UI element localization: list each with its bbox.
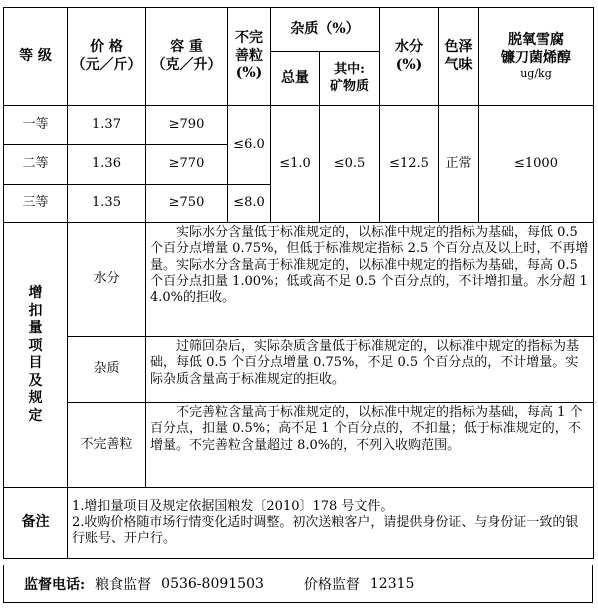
grade-3-price: 1.35: [68, 185, 146, 223]
header-price-unit: （元／斤）: [71, 56, 142, 73]
grade-2-weight: ≥770: [146, 145, 228, 185]
notes-body: [68, 488, 594, 559]
rule-imperfect-name: 不完善粒: [68, 403, 146, 488]
header-weight: [146, 8, 228, 106]
header-don-l2: 镰刀菌烯醇: [501, 49, 571, 66]
grade-1-name: 一等: [4, 106, 68, 145]
rule-imperfect-text: 不完善粒含量高于标准规定的，以标准中规定的指标为基础，每高 1 个百分点，扣量 0.5%；高不足 1 个百分点的，不扣量；低于标准规定的，不增量。不完善粒含量超过 8.0%的，不列入收购范围。: [146, 403, 594, 488]
header-grade: 等 级: [4, 8, 68, 106]
adj-char-7: 规: [28, 390, 43, 406]
footer-grain-label: 粮食监督: [95, 576, 152, 593]
header-impurity: 杂质（%）: [271, 8, 380, 52]
notes-line-1: 1.增扣量项目及规定依据国粮发〔2010〕178 号文件。: [72, 498, 394, 514]
adj-char-2: 扣: [28, 302, 43, 319]
rule-moisture-text: 实际水分含量低于标准规定的，以标准中规定的指标为基础，每低 0.5 个百分点增量 0.75%，但低于标准规定指标 2.5 个百分点及以上时，不再增量。实际水分含量高于标准规定的，以标准中规定的指标为基础，每高 0.5 个百分点扣量 1.00%；低或高不足 0.5 个百分点的，不计增扣量。水分超 14.0%的拒收。: [146, 223, 594, 337]
impurity-mineral-value: ≤0.5: [320, 106, 380, 223]
grading-table: [3, 7, 594, 559]
footer-price-phone: 12315: [369, 575, 415, 592]
adj-char-3: 量: [28, 320, 43, 336]
header-don: [479, 8, 594, 106]
header-don-l1: 脱氧雪腐: [508, 32, 564, 49]
adj-char-1: 增: [28, 285, 43, 301]
header-impurity-total: 总量: [271, 52, 320, 106]
grade-1-price: 1.37: [68, 106, 146, 145]
grade-3-name: 三等: [4, 185, 68, 223]
grade-2-price: 1.36: [68, 145, 146, 185]
imperfect-top-value: ≤6.0: [228, 106, 271, 185]
adjustments-section-label: [4, 223, 68, 488]
adj-char-6: 及: [28, 372, 43, 389]
header-imperfect-l3: (%): [235, 65, 263, 82]
header-impurity-mineral-l2: 矿物质: [329, 78, 369, 94]
footer-label: 监督电话:: [24, 576, 86, 593]
rule-moisture-name: 水分: [68, 223, 146, 337]
header-color-l1: 色泽: [444, 39, 473, 55]
notes-label: 备注: [4, 488, 68, 559]
grade-2-name: 二等: [4, 145, 68, 185]
header-impurity-mineral-l1: 其中:: [334, 62, 365, 78]
footer-price-label: 价格监督: [303, 576, 360, 593]
header-weight-label: 容 重: [170, 39, 203, 55]
header-price-label: 价 格: [90, 39, 123, 55]
adj-char-4: 项: [28, 337, 43, 354]
header-weight-unit: （克／升）: [151, 56, 222, 73]
impurity-total-value: ≤1.0: [271, 106, 320, 223]
header-imperfect: [228, 8, 271, 106]
supervision-footer: [3, 565, 593, 603]
header-moisture: [380, 8, 439, 106]
header-color-l2: 气味: [444, 56, 473, 73]
header-imperfect-l1: 不完: [235, 30, 263, 47]
header-color: [439, 8, 479, 106]
grade-1-weight: ≥790: [146, 106, 228, 145]
header-imperfect-l2: 善粒: [235, 47, 263, 64]
header-don-l3: ug/kg: [520, 67, 552, 81]
notes-line-2: 2.收购价格随市场行情变化适时调整。初次送粮客户，请提供身份证、与身份证一致的银行账号、开户行。: [72, 514, 579, 547]
don-value: ≤1000: [479, 106, 594, 223]
imperfect-bottom-value: ≤8.0: [228, 185, 271, 223]
grade-3-weight: ≥750: [146, 185, 228, 223]
adj-char-8: 定: [28, 407, 43, 424]
rule-impurity-name: 杂质: [68, 337, 146, 403]
header-impurity-mineral: [320, 52, 380, 106]
header-moisture-l2: (%): [395, 56, 423, 73]
moisture-value: ≤12.5: [380, 106, 439, 223]
footer-grain-phone: 0536-8091503: [161, 575, 264, 592]
header-moisture-l1: 水分: [395, 39, 423, 55]
header-price: [68, 8, 146, 106]
color-value: 正常: [439, 106, 479, 223]
adj-char-5: 目: [28, 355, 43, 371]
rule-impurity-text: 过筛回杂后，实际杂质含量低于标准规定的，以标准中规定的指标为基础，每低 0.5 个百分点增量 0.75%，不足 0.5 个百分点的，不计增量。实际杂质含量高于标准规定的拒收。: [146, 337, 594, 403]
